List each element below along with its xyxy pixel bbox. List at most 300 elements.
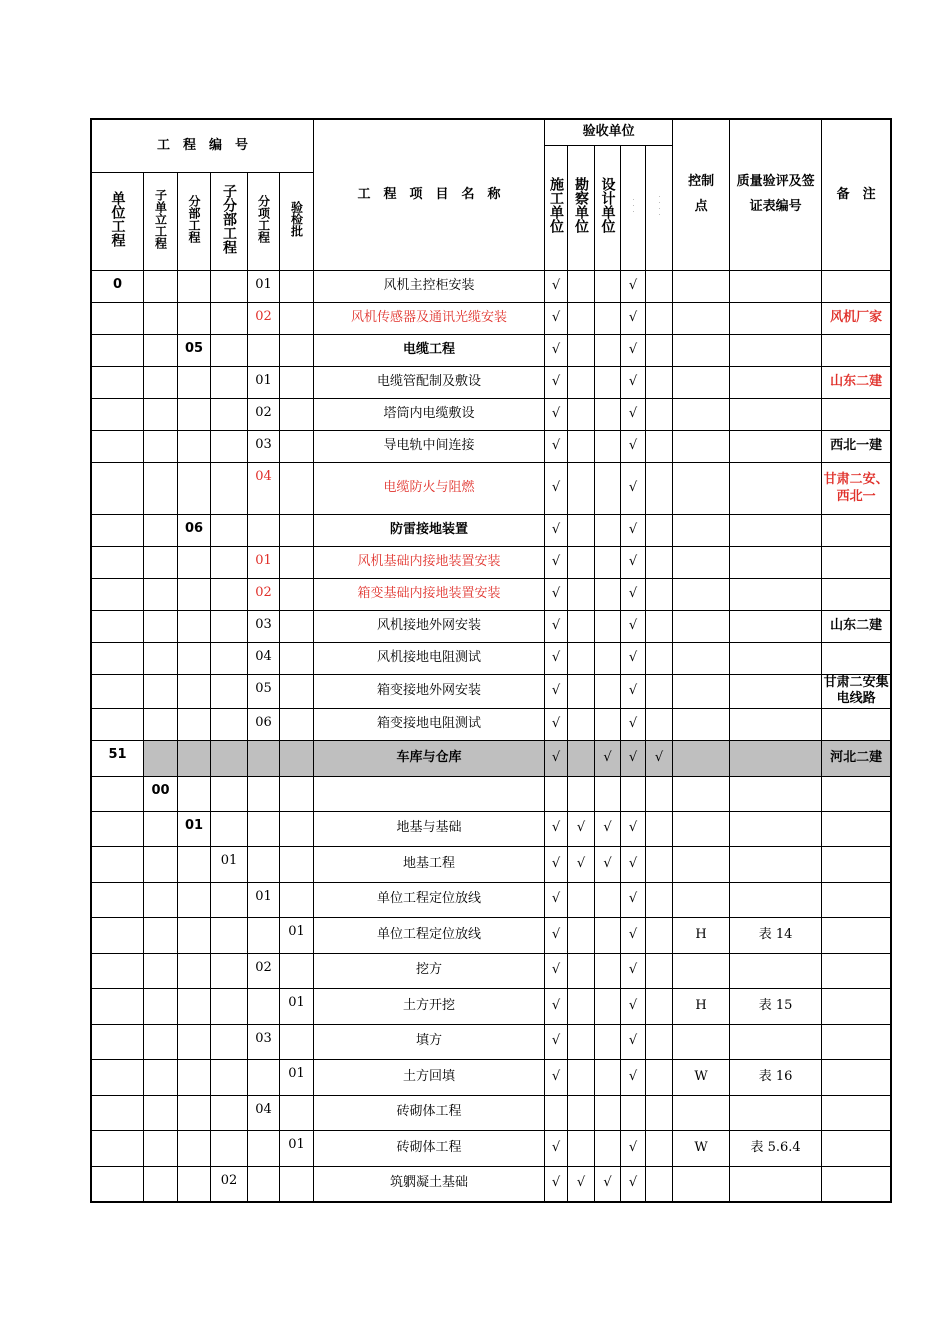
acceptance-check-cell xyxy=(646,1130,673,1166)
acceptance-check-cell xyxy=(621,1095,646,1130)
acceptance-check-cell: √ xyxy=(545,579,568,611)
quality-form-header: 质量验评及签证表编号 xyxy=(730,120,822,271)
unit-code-cell xyxy=(92,1059,144,1095)
inspection-code-cell xyxy=(280,953,314,988)
remarks-cell xyxy=(822,776,891,811)
acceptance-check-cell xyxy=(595,367,621,399)
acceptance-check-cell: √ xyxy=(545,335,568,367)
item-code-cell xyxy=(248,1166,280,1201)
subunit-code-cell xyxy=(144,271,178,303)
subdivision-code-cell: 01 xyxy=(211,846,248,882)
quality-form-cell xyxy=(730,335,822,367)
quality-form-cell xyxy=(730,399,822,431)
table-row xyxy=(92,1059,891,1095)
table-row xyxy=(92,1130,891,1166)
item-code-cell xyxy=(248,1059,280,1095)
subdivision-code-cell xyxy=(211,917,248,953)
subdivision-code-cell xyxy=(211,303,248,335)
table-row xyxy=(92,547,891,579)
acceptance-check-cell xyxy=(568,547,595,579)
remarks-cell xyxy=(822,271,891,303)
subunit-code-cell xyxy=(144,988,178,1024)
item-code-cell xyxy=(248,515,280,547)
quality-form-cell xyxy=(730,611,822,643)
acceptance-check-cell xyxy=(646,399,673,431)
project-name-cell: 车库与仓库 xyxy=(314,740,545,776)
acceptance-check-cell xyxy=(646,846,673,882)
acceptance-check-cell xyxy=(646,335,673,367)
project-name-cell: 砖砌体工程 xyxy=(314,1095,545,1130)
subdivision-code-cell xyxy=(211,811,248,846)
table-row xyxy=(92,431,891,463)
control-point-cell xyxy=(673,271,730,303)
acceptance-check-cell xyxy=(568,917,595,953)
control-point-cell xyxy=(673,1095,730,1130)
acceptance-check-cell: √ xyxy=(568,811,595,846)
item-code-cell xyxy=(248,335,280,367)
acc-construction-header: 施工单位 xyxy=(545,146,568,271)
subunit-code-cell xyxy=(144,708,178,740)
subdivision-code-cell xyxy=(211,367,248,399)
project-name-cell: 风机接地外网安装 xyxy=(314,611,545,643)
remarks-cell xyxy=(822,579,891,611)
acceptance-check-cell: √ xyxy=(595,846,621,882)
project-name-cell: 箱变接地外网安装 xyxy=(314,675,545,709)
unit-code-cell: 51 xyxy=(92,740,144,776)
acceptance-check-cell xyxy=(595,708,621,740)
acc-design-header: 设计单位 xyxy=(595,146,621,271)
subdivision-code-cell xyxy=(211,776,248,811)
control-point-cell xyxy=(673,708,730,740)
item-code-cell xyxy=(248,1130,280,1166)
acceptance-check-cell xyxy=(568,431,595,463)
subdivision-code-cell xyxy=(211,740,248,776)
inspection-code-cell xyxy=(280,367,314,399)
acceptance-check-cell: √ xyxy=(621,611,646,643)
table-row xyxy=(92,708,891,740)
unit-code-cell xyxy=(92,776,144,811)
control-point-cell xyxy=(673,547,730,579)
item-code-cell: 01 xyxy=(248,547,280,579)
acceptance-check-cell xyxy=(595,303,621,335)
acc-col5-header: .... xyxy=(646,146,673,271)
acceptance-check-cell xyxy=(568,1130,595,1166)
division-code-cell xyxy=(178,579,211,611)
inspection-code-cell xyxy=(280,271,314,303)
quality-form-cell xyxy=(730,431,822,463)
subdivision-code-cell xyxy=(211,643,248,675)
quality-form-cell xyxy=(730,1095,822,1130)
subunit-code-cell xyxy=(144,1024,178,1059)
acceptance-check-cell xyxy=(568,776,595,811)
acceptance-check-cell xyxy=(568,1024,595,1059)
subdivision-code-cell xyxy=(211,515,248,547)
unit-code-cell: 0 xyxy=(92,271,144,303)
quality-form-cell xyxy=(730,1166,822,1201)
inspection-code-cell xyxy=(280,399,314,431)
item-code-cell: 03 xyxy=(248,1024,280,1059)
remarks-cell xyxy=(822,399,891,431)
acceptance-check-cell xyxy=(568,399,595,431)
acceptance-check-cell xyxy=(595,988,621,1024)
inspection-code-cell xyxy=(280,1024,314,1059)
project-name-cell: 单位工程定位放线 xyxy=(314,917,545,953)
acceptance-check-cell xyxy=(595,882,621,917)
subunit-code-cell xyxy=(144,515,178,547)
inspection-code-cell xyxy=(280,1166,314,1201)
acceptance-check-cell xyxy=(595,579,621,611)
acceptance-check-cell: √ xyxy=(545,463,568,515)
subunit-code-cell: 00 xyxy=(144,776,178,811)
acceptance-check-cell: √ xyxy=(621,1059,646,1095)
acceptance-check-cell: √ xyxy=(621,431,646,463)
control-point-cell xyxy=(673,303,730,335)
project-name-cell xyxy=(314,776,545,811)
acceptance-check-cell: √ xyxy=(545,643,568,675)
acc-col4-header: ... xyxy=(621,146,646,271)
subdivision-header: 子分部工程 xyxy=(211,173,248,271)
project-name-cell: 电缆管配制及敷设 xyxy=(314,367,545,399)
subunit-code-cell xyxy=(144,399,178,431)
control-point-cell xyxy=(673,953,730,988)
acceptance-check-cell xyxy=(568,367,595,399)
acceptance-check-cell xyxy=(568,675,595,709)
acceptance-check-cell xyxy=(568,335,595,367)
division-code-cell xyxy=(178,399,211,431)
acceptance-check-cell: √ xyxy=(621,708,646,740)
acceptance-check-cell xyxy=(646,611,673,643)
acceptance-check-cell xyxy=(595,399,621,431)
division-code-cell xyxy=(178,431,211,463)
item-code-cell: 04 xyxy=(248,643,280,675)
unit-code-cell xyxy=(92,675,144,709)
acceptance-check-cell: √ xyxy=(545,917,568,953)
division-code-cell xyxy=(178,917,211,953)
project-name-cell: 砖砌体工程 xyxy=(314,1130,545,1166)
table-row xyxy=(92,811,891,846)
acceptance-check-cell xyxy=(595,611,621,643)
subunit-header: 子单立工程 xyxy=(144,173,178,271)
acceptance-check-cell: √ xyxy=(545,1024,568,1059)
quality-form-cell xyxy=(730,1024,822,1059)
unit-code-cell xyxy=(92,579,144,611)
acceptance-check-cell xyxy=(568,611,595,643)
acceptance-check-cell xyxy=(568,882,595,917)
division-code-cell xyxy=(178,1059,211,1095)
table-row xyxy=(92,1095,891,1130)
inspection-code-cell xyxy=(280,776,314,811)
acceptance-check-cell xyxy=(646,811,673,846)
quality-form-cell xyxy=(730,846,822,882)
acceptance-check-cell: √ xyxy=(568,846,595,882)
acceptance-check-cell: √ xyxy=(621,811,646,846)
inspection-code-cell xyxy=(280,515,314,547)
unit-code-cell xyxy=(92,953,144,988)
quality-form-cell xyxy=(730,953,822,988)
project-name-cell: 箱变基础内接地装置安装 xyxy=(314,579,545,611)
acceptance-check-cell xyxy=(646,515,673,547)
subunit-code-cell xyxy=(144,811,178,846)
subunit-code-cell xyxy=(144,579,178,611)
remarks-cell xyxy=(822,643,891,675)
remarks-cell xyxy=(822,1130,891,1166)
acceptance-check-cell xyxy=(568,1095,595,1130)
remarks-cell xyxy=(822,882,891,917)
remarks-cell: 西北一建 xyxy=(822,431,891,463)
remarks-cell xyxy=(822,988,891,1024)
item-code-cell xyxy=(248,988,280,1024)
acceptance-check-cell xyxy=(595,515,621,547)
table-row xyxy=(92,988,891,1024)
acceptance-check-cell: √ xyxy=(621,675,646,709)
control-point-cell xyxy=(673,811,730,846)
subdivision-code-cell xyxy=(211,1059,248,1095)
unit-code-cell xyxy=(92,708,144,740)
control-point-cell xyxy=(673,643,730,675)
acceptance-check-cell: √ xyxy=(545,399,568,431)
acceptance-check-cell xyxy=(568,643,595,675)
acceptance-check-cell xyxy=(646,271,673,303)
subdivision-code-cell xyxy=(211,675,248,709)
acceptance-check-cell: √ xyxy=(621,335,646,367)
acceptance-check-cell xyxy=(646,953,673,988)
remarks-cell xyxy=(822,1166,891,1201)
division-code-cell xyxy=(178,988,211,1024)
acceptance-check-cell xyxy=(595,776,621,811)
remarks-cell: 山东二建 xyxy=(822,611,891,643)
acceptance-check-cell: √ xyxy=(621,882,646,917)
quality-form-cell xyxy=(730,463,822,515)
code-group-header: 工 程 编 号 xyxy=(92,120,314,173)
unit-code-cell xyxy=(92,643,144,675)
inspection-code-cell xyxy=(280,611,314,643)
unit-code-cell xyxy=(92,811,144,846)
inspection-division-table xyxy=(91,119,891,1202)
quality-form-cell xyxy=(730,547,822,579)
acceptance-check-cell: √ xyxy=(621,367,646,399)
division-code-cell: 06 xyxy=(178,515,211,547)
inspection-code-cell: 01 xyxy=(280,1059,314,1095)
item-header: 分项工程 xyxy=(248,173,280,271)
subunit-code-cell xyxy=(144,740,178,776)
acceptance-check-cell xyxy=(595,271,621,303)
subunit-code-cell xyxy=(144,303,178,335)
remarks-cell xyxy=(822,335,891,367)
subdivision-code-cell xyxy=(211,271,248,303)
acceptance-check-cell xyxy=(646,1166,673,1201)
unit-code-cell xyxy=(92,1024,144,1059)
inspection-code-cell xyxy=(280,882,314,917)
control-point-cell xyxy=(673,335,730,367)
control-point-cell xyxy=(673,846,730,882)
remarks-cell xyxy=(822,708,891,740)
acceptance-check-cell xyxy=(568,708,595,740)
acceptance-check-cell: √ xyxy=(545,988,568,1024)
subdivision-code-cell xyxy=(211,708,248,740)
acceptance-check-cell xyxy=(646,882,673,917)
division-code-cell xyxy=(178,740,211,776)
acceptance-check-cell: √ xyxy=(621,953,646,988)
table-row xyxy=(92,611,891,643)
acceptance-check-cell xyxy=(595,1095,621,1130)
control-point-cell xyxy=(673,1166,730,1201)
remarks-cell xyxy=(822,953,891,988)
quality-form-cell xyxy=(730,643,822,675)
inspection-code-cell xyxy=(280,675,314,709)
subdivision-code-cell xyxy=(211,953,248,988)
remarks-cell xyxy=(822,1059,891,1095)
acceptance-check-cell: √ xyxy=(545,811,568,846)
division-header: 分部工程 xyxy=(178,173,211,271)
quality-form-cell: 表 15 xyxy=(730,988,822,1024)
remarks-cell xyxy=(822,1024,891,1059)
acceptance-check-cell: √ xyxy=(545,740,568,776)
project-name-cell: 电缆防火与阻燃 xyxy=(314,463,545,515)
division-code-cell xyxy=(178,1095,211,1130)
subunit-code-cell xyxy=(144,1166,178,1201)
remarks-header: 备 注 xyxy=(822,120,891,271)
unit-code-cell xyxy=(92,988,144,1024)
item-code-cell: 05 xyxy=(248,675,280,709)
remarks-cell xyxy=(822,515,891,547)
project-name-cell: 挖方 xyxy=(314,953,545,988)
inspection-code-cell xyxy=(280,811,314,846)
subunit-code-cell xyxy=(144,846,178,882)
acceptance-check-cell xyxy=(545,1095,568,1130)
table-row xyxy=(92,335,891,367)
acceptance-check-cell: √ xyxy=(621,846,646,882)
project-name-cell: 风机基础内接地装置安装 xyxy=(314,547,545,579)
unit-code-cell xyxy=(92,1095,144,1130)
remarks-cell xyxy=(822,846,891,882)
project-name-cell: 箱变接地电阻测试 xyxy=(314,708,545,740)
acceptance-check-cell: √ xyxy=(621,1130,646,1166)
acceptance-check-cell: √ xyxy=(545,1166,568,1201)
quality-form-cell xyxy=(730,515,822,547)
acceptance-check-cell: √ xyxy=(621,1166,646,1201)
unit-code-cell xyxy=(92,1166,144,1201)
unit-code-cell xyxy=(92,399,144,431)
inspection-code-cell xyxy=(280,846,314,882)
project-name-cell: 地基与基础 xyxy=(314,811,545,846)
item-code-cell: 02 xyxy=(248,303,280,335)
division-code-cell: 01 xyxy=(178,811,211,846)
acceptance-check-cell: √ xyxy=(595,740,621,776)
control-point-cell: W xyxy=(673,1059,730,1095)
table-row xyxy=(92,515,891,547)
subunit-code-cell xyxy=(144,643,178,675)
acceptance-check-cell xyxy=(646,643,673,675)
division-code-cell xyxy=(178,1130,211,1166)
remarks-cell xyxy=(822,547,891,579)
subunit-code-cell xyxy=(144,1059,178,1095)
acceptance-check-cell: √ xyxy=(595,1166,621,1201)
remarks-cell: 山东二建 xyxy=(822,367,891,399)
quality-form-cell: 表 5.6.4 xyxy=(730,1130,822,1166)
table-row xyxy=(92,953,891,988)
subdivision-code-cell xyxy=(211,611,248,643)
inspection-code-cell xyxy=(280,335,314,367)
quality-form-cell xyxy=(730,776,822,811)
control-point-header: 控制点 xyxy=(673,120,730,271)
project-name-cell: 风机接地电阻测试 xyxy=(314,643,545,675)
acceptance-check-cell: √ xyxy=(621,917,646,953)
project-name-cell: 土方开挖 xyxy=(314,988,545,1024)
division-code-cell xyxy=(178,611,211,643)
acceptance-check-cell xyxy=(568,271,595,303)
acceptance-check-cell: √ xyxy=(595,811,621,846)
acceptance-check-cell xyxy=(646,547,673,579)
unit-code-cell xyxy=(92,463,144,515)
acceptance-check-cell xyxy=(595,1024,621,1059)
control-point-cell: W xyxy=(673,1130,730,1166)
project-name-cell: 单位工程定位放线 xyxy=(314,882,545,917)
acceptance-check-cell: √ xyxy=(545,367,568,399)
project-name-cell: 土方回填 xyxy=(314,1059,545,1095)
control-point-cell xyxy=(673,611,730,643)
control-point-cell xyxy=(673,367,730,399)
acceptance-check-cell xyxy=(646,303,673,335)
table-row xyxy=(92,846,891,882)
division-code-cell xyxy=(178,846,211,882)
project-name-cell: 导电轨中间连接 xyxy=(314,431,545,463)
item-code-cell: 03 xyxy=(248,431,280,463)
acceptance-check-cell xyxy=(568,579,595,611)
control-point-cell xyxy=(673,675,730,709)
item-code-cell: 03 xyxy=(248,611,280,643)
division-code-cell xyxy=(178,675,211,709)
inspection-code-cell xyxy=(280,579,314,611)
table-row xyxy=(92,367,891,399)
acceptance-check-cell: √ xyxy=(545,675,568,709)
acceptance-check-cell xyxy=(568,740,595,776)
acceptance-check-cell xyxy=(646,917,673,953)
acceptance-check-cell xyxy=(595,917,621,953)
acceptance-check-cell xyxy=(568,515,595,547)
acceptance-check-cell xyxy=(568,988,595,1024)
item-code-cell: 04 xyxy=(248,1095,280,1130)
item-code-cell: 01 xyxy=(248,271,280,303)
remarks-cell xyxy=(822,917,891,953)
acceptance-check-cell: √ xyxy=(545,846,568,882)
acceptance-check-cell: √ xyxy=(545,953,568,988)
acceptance-check-cell xyxy=(568,953,595,988)
acceptance-check-cell: √ xyxy=(545,431,568,463)
division-code-cell xyxy=(178,953,211,988)
inspection-header: 验检批 xyxy=(280,173,314,271)
acceptance-check-cell xyxy=(595,643,621,675)
unit-code-cell xyxy=(92,335,144,367)
acceptance-check-cell: √ xyxy=(621,740,646,776)
acceptance-check-cell xyxy=(646,776,673,811)
subunit-code-cell xyxy=(144,463,178,515)
project-name-header: 工 程 项 目 名 称 xyxy=(314,120,545,271)
division-code-cell xyxy=(178,367,211,399)
acceptance-check-cell: √ xyxy=(621,463,646,515)
acceptance-check-cell xyxy=(646,367,673,399)
remarks-cell: 风机厂家 xyxy=(822,303,891,335)
table-row xyxy=(92,882,891,917)
division-code-cell xyxy=(178,882,211,917)
acceptance-check-cell xyxy=(595,547,621,579)
quality-form-cell xyxy=(730,882,822,917)
table-row xyxy=(92,271,891,303)
division-code-cell xyxy=(178,463,211,515)
quality-form-cell xyxy=(730,271,822,303)
quality-form-cell xyxy=(730,708,822,740)
unit-code-cell xyxy=(92,611,144,643)
unit-code-cell xyxy=(92,917,144,953)
